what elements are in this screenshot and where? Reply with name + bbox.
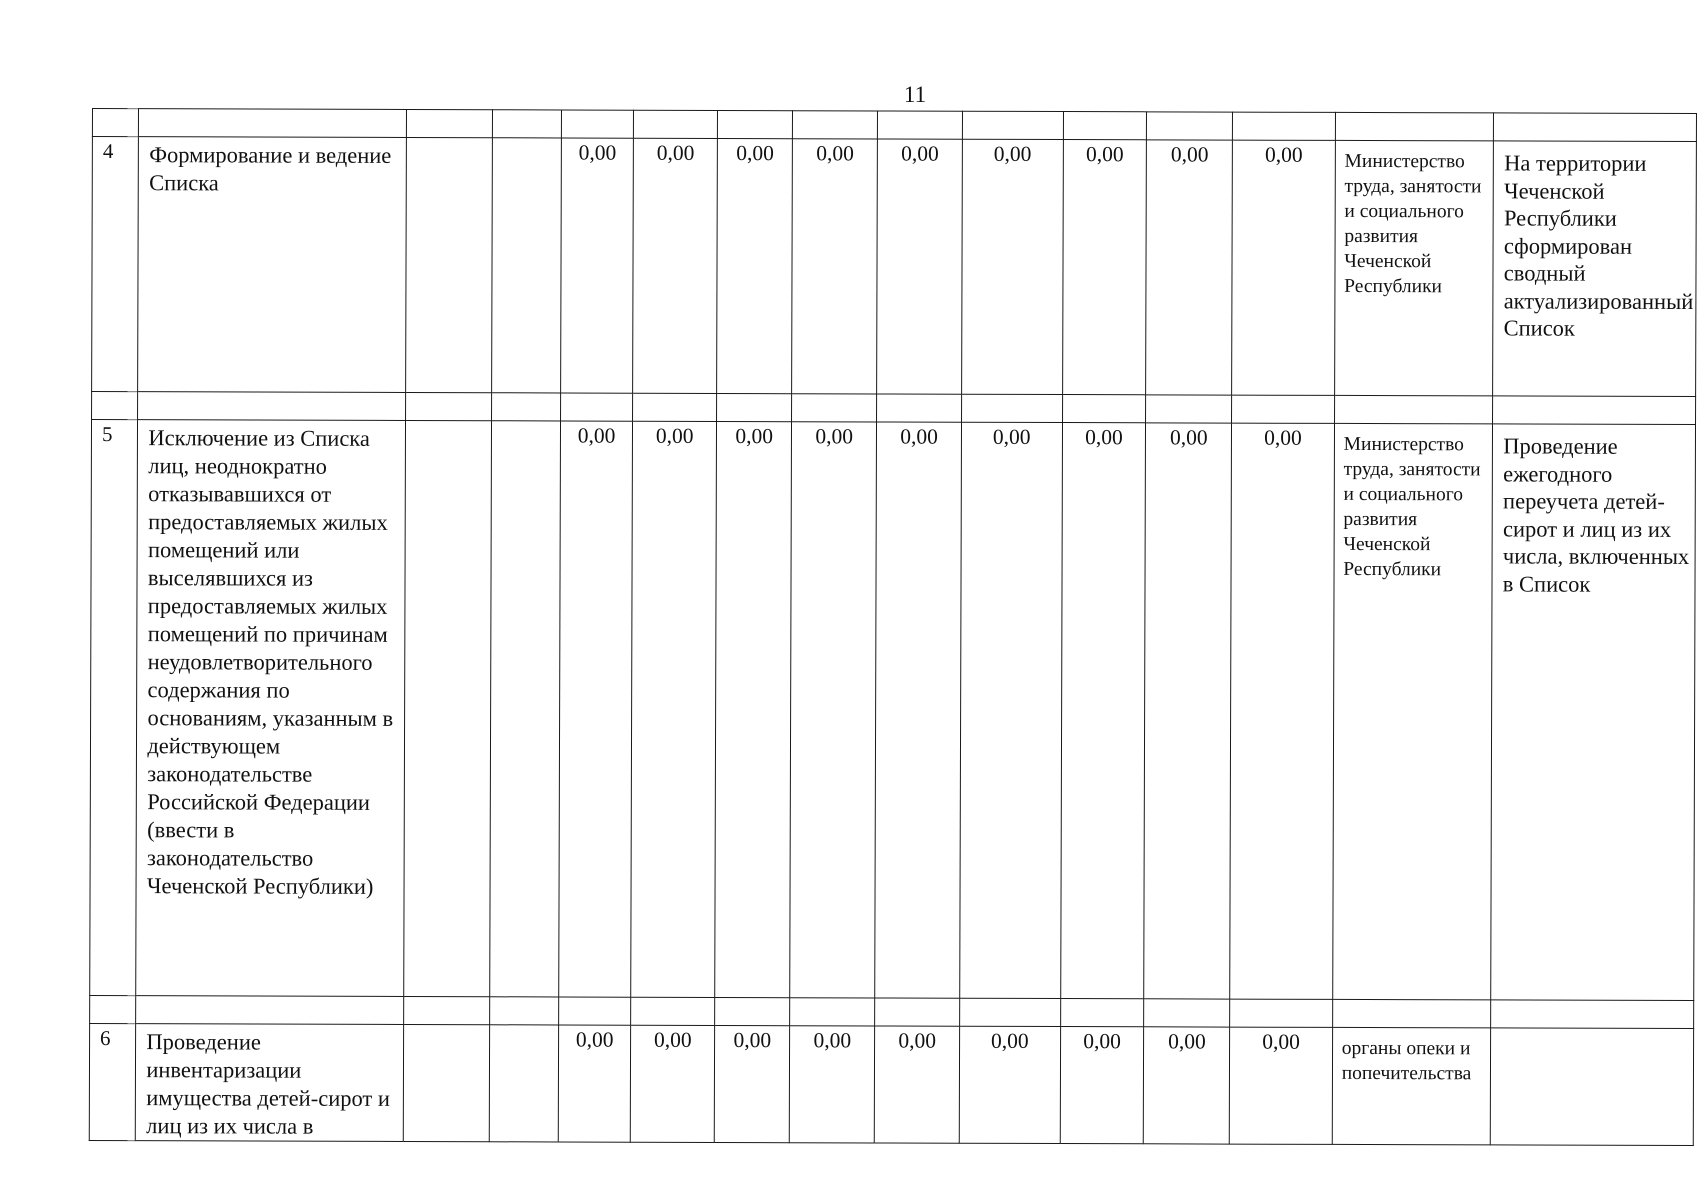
funding-value: 0,00 [792, 139, 878, 394]
funding-value: 0,00 [960, 422, 1062, 998]
funding-value: 0,00 [714, 1025, 789, 1142]
funding-value: 0,00 [559, 421, 633, 997]
funding-value: 0,00 [875, 422, 962, 998]
funding-value: 0,00 [633, 138, 718, 393]
executor-cell: Министерство труда, занятости и социального развития Чеченской Республики [1334, 140, 1493, 395]
funding-value: 0,00 [1060, 1027, 1144, 1144]
funding-value: 0,00 [1232, 140, 1335, 395]
funding-value: 0,00 [558, 1025, 631, 1142]
empty-cell [491, 138, 561, 393]
empty-cell [403, 420, 491, 996]
funding-value: 0,00 [1230, 1027, 1333, 1144]
funding-value: 0,00 [717, 138, 793, 393]
table-row [92, 137, 1697, 397]
funding-value: 0,00 [874, 1026, 959, 1143]
funding-value: 0,00 [790, 1026, 875, 1143]
funding-value: 0,00 [1060, 423, 1146, 999]
result-cell [1491, 1028, 1694, 1146]
measures-table [89, 108, 1697, 1146]
executor-cell: Министерство труда, занятости и социального развития Чеченской Республики [1332, 423, 1492, 999]
empty-cell [403, 1024, 489, 1141]
table-row [90, 420, 1696, 1001]
empty-cell [489, 1025, 559, 1142]
empty-cell [405, 137, 492, 392]
funding-value: 0,00 [1146, 140, 1233, 395]
funding-value: 0,00 [959, 1026, 1060, 1143]
result-cell: На территории Чеченской Республики сформирован сводный актуализированный Список [1493, 141, 1696, 397]
funding-value: 0,00 [631, 421, 717, 997]
row-number: 4 [92, 137, 139, 392]
measure-name: Проведение инвентаризации имущества детей-сирот и лиц из их числа в [136, 1024, 404, 1142]
funding-value: 0,00 [877, 139, 963, 394]
table-row [89, 1023, 1693, 1145]
page-number: 11 [903, 82, 927, 107]
funding-value: 0,00 [561, 138, 634, 393]
executor-cell: органы опеки и попечительства [1332, 1027, 1491, 1144]
funding-value: 0,00 [1144, 1027, 1230, 1144]
funding-value: 0,00 [1230, 423, 1334, 999]
funding-value: 0,00 [1144, 423, 1232, 999]
funding-value: 0,00 [631, 1025, 715, 1142]
result-cell: Проведение ежегодного переучета детей-сирот и лиц из их числа, включенных в Список [1491, 424, 1695, 1001]
measure-name: Исключение из Списка лиц, неоднократно отказывавшихся от предоставляемых жилых помещений или выселявшихся из предоставляемых жилых помещений по причинам неудовлетворительного содержания по основаниям, указанным в действующем законодательстве Российской Федерации (ввести в законодательство Чеченской Республики) [136, 420, 405, 997]
funding-value: 0,00 [1062, 140, 1147, 395]
measure-name: Формирование и ведение Списка [138, 137, 406, 393]
funding-value: 0,00 [790, 422, 877, 998]
row-number: 5 [90, 420, 138, 996]
funding-value: 0,00 [962, 139, 1063, 394]
row-number: 6 [89, 1023, 136, 1140]
funding-value: 0,00 [715, 421, 792, 997]
empty-cell [489, 421, 560, 997]
